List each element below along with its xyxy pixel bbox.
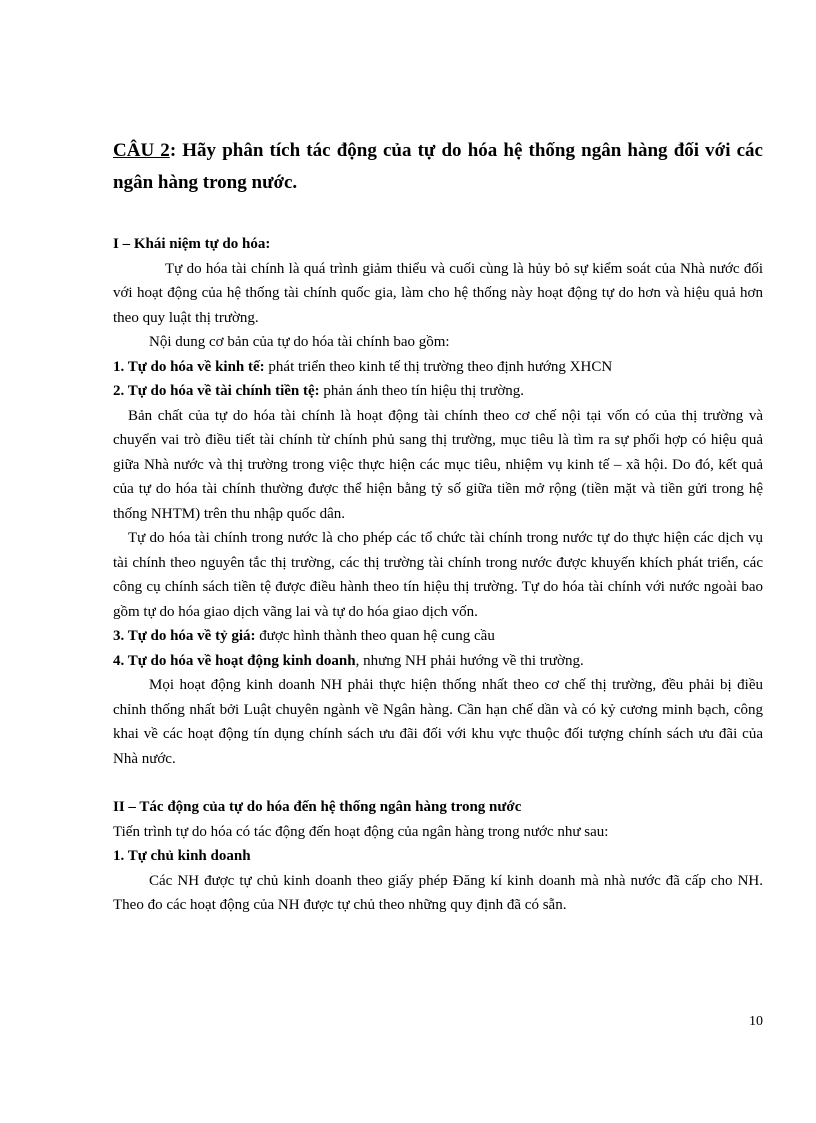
- section1-paragraph-1: Tự do hóa tài chính là quá trình giảm thiểu và cuối cùng là hủy bỏ sự kiểm soát của Nhà nước đối với hoạt động của hệ thống tài chính quốc gia, làm cho hệ thống này hoạt động tự do hơn và hiệu quả hơn theo quy luật thị trường.: [113, 260, 763, 326]
- item-2-text: phản ánh theo tín hiệu thị trường.: [319, 383, 525, 399]
- document-page: [113, 0, 763, 1123]
- item-4-label: 4. Tự do hóa về hoạt động kinh doanh: [113, 652, 356, 669]
- section1-heading: I – Khái niệm tự do hóa:: [113, 236, 271, 252]
- section1-paragraph-3: Bản chất của tự do hóa tài chính là hoạt động tài chính theo cơ chế nội tại vốn có của thị trường và chuyển vai trò điều tiết tài chính từ chính phủ sang thị trường, mục tiêu là tìm ra sự phối hợp có hiệu quả giữa Nhà nước và thị trường trong việc thực hiện các mục tiêu, nhiệm vụ kinh tế – xã hội. Do đó, kết quả của tự do hóa tài chính thường được thể hiện bằng tỷ số giữa tiền mở rộng (tiền mặt và tiền gửi trong hệ thống NHTM) trên thu nhập quốc dân.: [113, 407, 763, 522]
- section2-heading: II – Tác động của tự do hóa đến hệ thống ngân hàng trong nước: [113, 799, 522, 815]
- section2-sub1-text: Các NH được tự chủ kinh doanh theo giấy phép Đăng kí kinh doanh mà nhà nước đã cấp cho NH. Theo đo các hoạt động của NH được tự chủ theo những quy định đã có sẵn.: [113, 872, 763, 913]
- item-1-label: 1. Tự do hóa về kinh tế:: [113, 358, 265, 375]
- section1-item-1: [113, 355, 763, 380]
- section1-paragraph-2: Nội dung cơ bản của tự do hóa tài chính bao gồm:: [149, 334, 450, 350]
- item-3-text: được hình thành theo quan hệ cung cầu: [255, 628, 495, 644]
- item-1-text: phát triển theo kinh tế thị trường theo định hướng XHCN: [264, 358, 613, 375]
- item-4-text: , nhưng NH phải hướng về thi trường.: [355, 652, 584, 669]
- section2-sub1-heading: 1. Tự chủ kinh doanh: [113, 848, 251, 864]
- section1-item-2: [113, 379, 763, 404]
- item-2-label: 2. Tự do hóa về tài chính tiền tệ:: [113, 383, 320, 399]
- question-title: [113, 135, 763, 199]
- section2-intro: Tiến trình tự do hóa có tác động đến hoạt động của ngân hàng trong nước như sau:: [113, 823, 609, 840]
- item-3-label: 3. Tự do hóa về tỷ giá:: [113, 628, 256, 644]
- question-text: : Hãy phân tích tác động của tự do hóa hệ thống ngân hàng đối với các ngân hàng trong nước.: [113, 140, 763, 193]
- document-body: [113, 232, 763, 918]
- section1-item-4: [113, 649, 763, 674]
- section1-paragraph-4: Tự do hóa tài chính trong nước là cho phép các tổ chức tài chính trong nước tự do thực hiện các dịch vụ tài chính theo nguyên tắc thị trường, các thị trường tài chính trong nước được khuyến khích phát triển, các công cụ chính sách tiền tệ được điều hành theo tín hiệu thị trường. Tự do hóa tài chính với nước ngoài bao gồm tự do hóa giao dịch vãng lai và tự do hóa giao dịch vốn.: [113, 530, 763, 620]
- section1-item-3: [113, 624, 763, 649]
- question-label: CÂU 2: [113, 140, 170, 161]
- section1-paragraph-5: Mọi hoạt động kinh doanh NH phải thực hiện thống nhất theo cơ chế thị trường, đều phải bị điều chỉnh thống nhất bởi Luật chuyên ngành về Ngân hàng. Cần hạn chế dần và có kỷ cương minh bạch, công khai về các hoạt động tín dụng chính sách ưu đãi đối với khu vực thuộc đối tượng chính sách ưu đãi của Nhà nước.: [113, 677, 763, 767]
- page-number: 10: [749, 1014, 763, 1029]
